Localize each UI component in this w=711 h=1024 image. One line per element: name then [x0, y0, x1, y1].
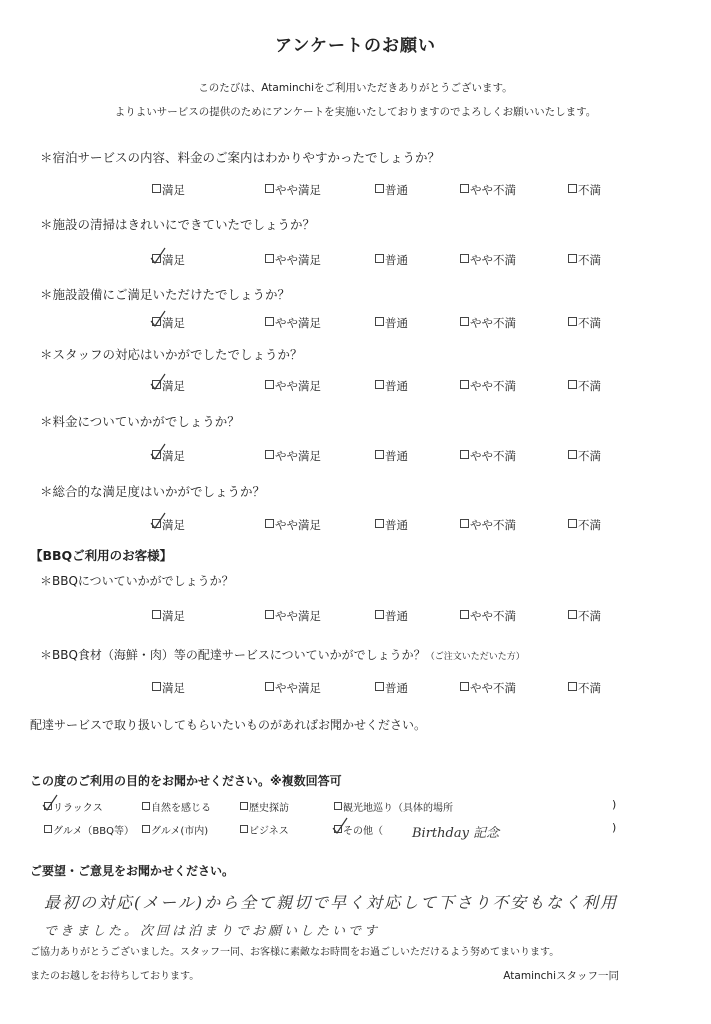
footer-thanks: ご協力ありがとうございました。スタッフ一同、お客様に素敵なお時間をお過ごしいただけるよう努めてまいります。	[30, 947, 560, 958]
bbq2-option-4[interactable]: やや不満	[460, 680, 516, 696]
checkbox-icon	[152, 184, 161, 193]
checkbox-icon	[375, 610, 384, 619]
checkbox-icon	[142, 802, 150, 810]
checkbox-icon	[152, 610, 161, 619]
checkbox-icon	[265, 380, 274, 389]
question-6-options	[0, 517, 711, 533]
bbq-question-1: ＊BBQについていかがでしょうか？	[40, 574, 234, 588]
q3-option-1[interactable]: 満足	[152, 315, 185, 331]
checkbox-icon	[460, 254, 469, 263]
question-1: ＊宿泊サービスの内容、料金のご案内はわかりやすかったでしょうか？	[40, 150, 441, 165]
bbq-question-2-options	[0, 680, 711, 696]
checkbox-icon	[568, 682, 577, 691]
checkbox-icon	[265, 682, 274, 691]
q2-option-3[interactable]: 普通	[375, 252, 408, 268]
checkbox-icon	[568, 317, 577, 326]
q3-option-4[interactable]: やや不満	[460, 315, 516, 331]
q4-option-1[interactable]: 満足	[152, 378, 185, 394]
q5-option-2[interactable]: やや満足	[265, 448, 321, 464]
comment-line-2: できました。次回は泊まりでお願いしたいです	[44, 924, 381, 939]
checkbox-icon	[568, 380, 577, 389]
checkbox-icon	[460, 380, 469, 389]
checkbox-icon	[265, 317, 274, 326]
checkbox-icon	[568, 450, 577, 459]
q1-option-1[interactable]: 満足	[152, 182, 185, 198]
bbq1-option-2[interactable]: やや満足	[265, 608, 321, 624]
question-4: ＊スタッフの対応はいかがでしたでしょうか？	[40, 347, 303, 362]
checkbox-icon	[142, 825, 150, 833]
paren-close: )	[612, 798, 617, 811]
checkbox-icon	[375, 317, 384, 326]
page-title: アンケートのお願い	[275, 36, 436, 56]
q5-option-1[interactable]: 満足	[152, 448, 185, 464]
comments-header: ご要望・ご意見をお聞かせください。	[30, 864, 235, 878]
bbq-question-1-options	[0, 608, 711, 624]
checkbox-icon	[44, 802, 52, 810]
checkbox-icon	[152, 380, 161, 389]
q6-option-5[interactable]: 不満	[568, 517, 601, 533]
q5-option-3[interactable]: 普通	[375, 448, 408, 464]
delivery-prompt: 配達サービスで取り扱いしてもらいたいものがあればお聞かせください。	[30, 718, 427, 732]
purpose-header: この度のご利用の目的をお聞かせください。※複数回答可	[30, 774, 342, 788]
q1-option-5[interactable]: 不満	[568, 182, 601, 198]
footer-farewell: またのお越しをお待ちしております。	[30, 971, 200, 982]
checkbox-icon	[568, 519, 577, 528]
q4-option-4[interactable]: やや不満	[460, 378, 516, 394]
question-6: ＊総合的な満足度はいかがでしょうか？	[40, 484, 266, 499]
checkbox-icon	[460, 184, 469, 193]
checkbox-icon	[568, 610, 577, 619]
purpose-history[interactable]: 歴史探訪	[240, 799, 289, 814]
checkbox-icon	[240, 825, 248, 833]
q4-option-2[interactable]: やや満足	[265, 378, 321, 394]
bbq-question-2: ＊BBQ食材（海鮮・肉）等の配達サービスについていかがでしょうか？（ご注文いただいた方）	[40, 648, 525, 662]
question-5: ＊料金についていかがでしょうか？	[40, 414, 240, 429]
checkbox-icon	[375, 519, 384, 528]
bbq2-option-1[interactable]: 満足	[152, 680, 185, 696]
comment-line-1: 最初の対応(メール)から全て親切で早く対応して下さり不安もなく利用	[44, 893, 619, 912]
q2-option-1[interactable]: 満足	[152, 252, 185, 268]
bbq-section-header: 【BBQご利用のお客様】	[30, 548, 173, 563]
checkbox-icon	[460, 450, 469, 459]
q3-option-5[interactable]: 不満	[568, 315, 601, 331]
q2-option-2[interactable]: やや満足	[265, 252, 321, 268]
checkbox-icon	[460, 682, 469, 691]
q3-option-3[interactable]: 普通	[375, 315, 408, 331]
checkbox-icon	[334, 802, 342, 810]
question-1-options	[0, 182, 711, 198]
intro-line-2: よりよいサービスの提供のためにアンケートを実施いたしておりますのでよろしくお願いいたします。	[114, 106, 597, 118]
bbq-question-2-note: （ご注文いただいた方）	[425, 652, 525, 662]
question-2: ＊施設の清掃はきれいにできていたでしょうか？	[40, 217, 316, 232]
checkbox-icon	[375, 254, 384, 263]
checkbox-icon	[460, 317, 469, 326]
checkbox-icon	[334, 825, 342, 833]
checkbox-icon	[265, 254, 274, 263]
purpose-sightseeing[interactable]: 観光地巡り（具体的場所	[334, 799, 453, 814]
bbq2-option-2[interactable]: やや満足	[265, 680, 321, 696]
q2-option-5[interactable]: 不満	[568, 252, 601, 268]
bbq1-option-3[interactable]: 普通	[375, 608, 408, 624]
q6-option-3[interactable]: 普通	[375, 517, 408, 533]
checkbox-icon	[375, 380, 384, 389]
purpose-gourmet-city[interactable]: グルメ(市内)	[142, 822, 208, 837]
bbq1-option-5[interactable]: 不満	[568, 608, 601, 624]
q2-option-4[interactable]: やや不満	[460, 252, 516, 268]
bbq2-option-3[interactable]: 普通	[375, 680, 408, 696]
checkbox-icon	[240, 802, 248, 810]
question-2-options	[0, 252, 711, 268]
question-4-options	[0, 378, 711, 394]
checkbox-icon	[44, 825, 52, 833]
checkbox-icon	[152, 450, 161, 459]
q4-option-5[interactable]: 不満	[568, 378, 601, 394]
checkbox-icon	[568, 254, 577, 263]
bbq1-option-1[interactable]: 満足	[152, 608, 185, 624]
staff-signature: Ataminchiスタッフ一同	[503, 970, 619, 982]
purpose-nature[interactable]: 自然を感じる	[142, 799, 211, 814]
checkbox-icon	[375, 682, 384, 691]
purpose-other-answer: Birthday 記念	[412, 826, 500, 841]
q1-option-4[interactable]: やや不満	[460, 182, 516, 198]
checkbox-icon	[375, 184, 384, 193]
purpose-other[interactable]: その他（	[334, 822, 383, 837]
question-5-options	[0, 448, 711, 464]
bbq2-option-5[interactable]: 不満	[568, 680, 601, 696]
purpose-relax[interactable]: リラックス	[44, 799, 103, 814]
checkbox-icon	[460, 610, 469, 619]
q5-option-5[interactable]: 不満	[568, 448, 601, 464]
purpose-gourmet-bbq[interactable]: グルメ（BBQ等）	[44, 822, 134, 837]
checkbox-icon	[460, 519, 469, 528]
question-3: ＊施設設備にご満足いただけたでしょうか？	[40, 287, 291, 302]
bbq1-option-4[interactable]: やや不満	[460, 608, 516, 624]
q1-option-2[interactable]: やや満足	[265, 182, 321, 198]
q5-option-4[interactable]: やや不満	[460, 448, 516, 464]
q1-option-3[interactable]: 普通	[375, 182, 408, 198]
q6-option-1[interactable]: 満足	[152, 517, 185, 533]
checkbox-icon	[152, 682, 161, 691]
question-3-options	[0, 315, 711, 331]
q4-option-3[interactable]: 普通	[375, 378, 408, 394]
checkbox-icon	[152, 254, 161, 263]
checkbox-icon	[375, 450, 384, 459]
q6-option-4[interactable]: やや不満	[460, 517, 516, 533]
checkbox-icon	[152, 519, 161, 528]
q3-option-2[interactable]: やや満足	[265, 315, 321, 331]
intro-line-1: このたびは、Ataminchiをご利用いただきありがとうございます。	[198, 82, 513, 94]
paren-close-2: )	[612, 821, 617, 834]
checkbox-icon	[265, 610, 274, 619]
checkbox-icon	[568, 184, 577, 193]
purpose-business[interactable]: ビジネス	[240, 822, 289, 837]
checkbox-icon	[265, 519, 274, 528]
q6-option-2[interactable]: やや満足	[265, 517, 321, 533]
checkbox-icon	[152, 317, 161, 326]
checkbox-icon	[265, 184, 274, 193]
checkbox-icon	[265, 450, 274, 459]
